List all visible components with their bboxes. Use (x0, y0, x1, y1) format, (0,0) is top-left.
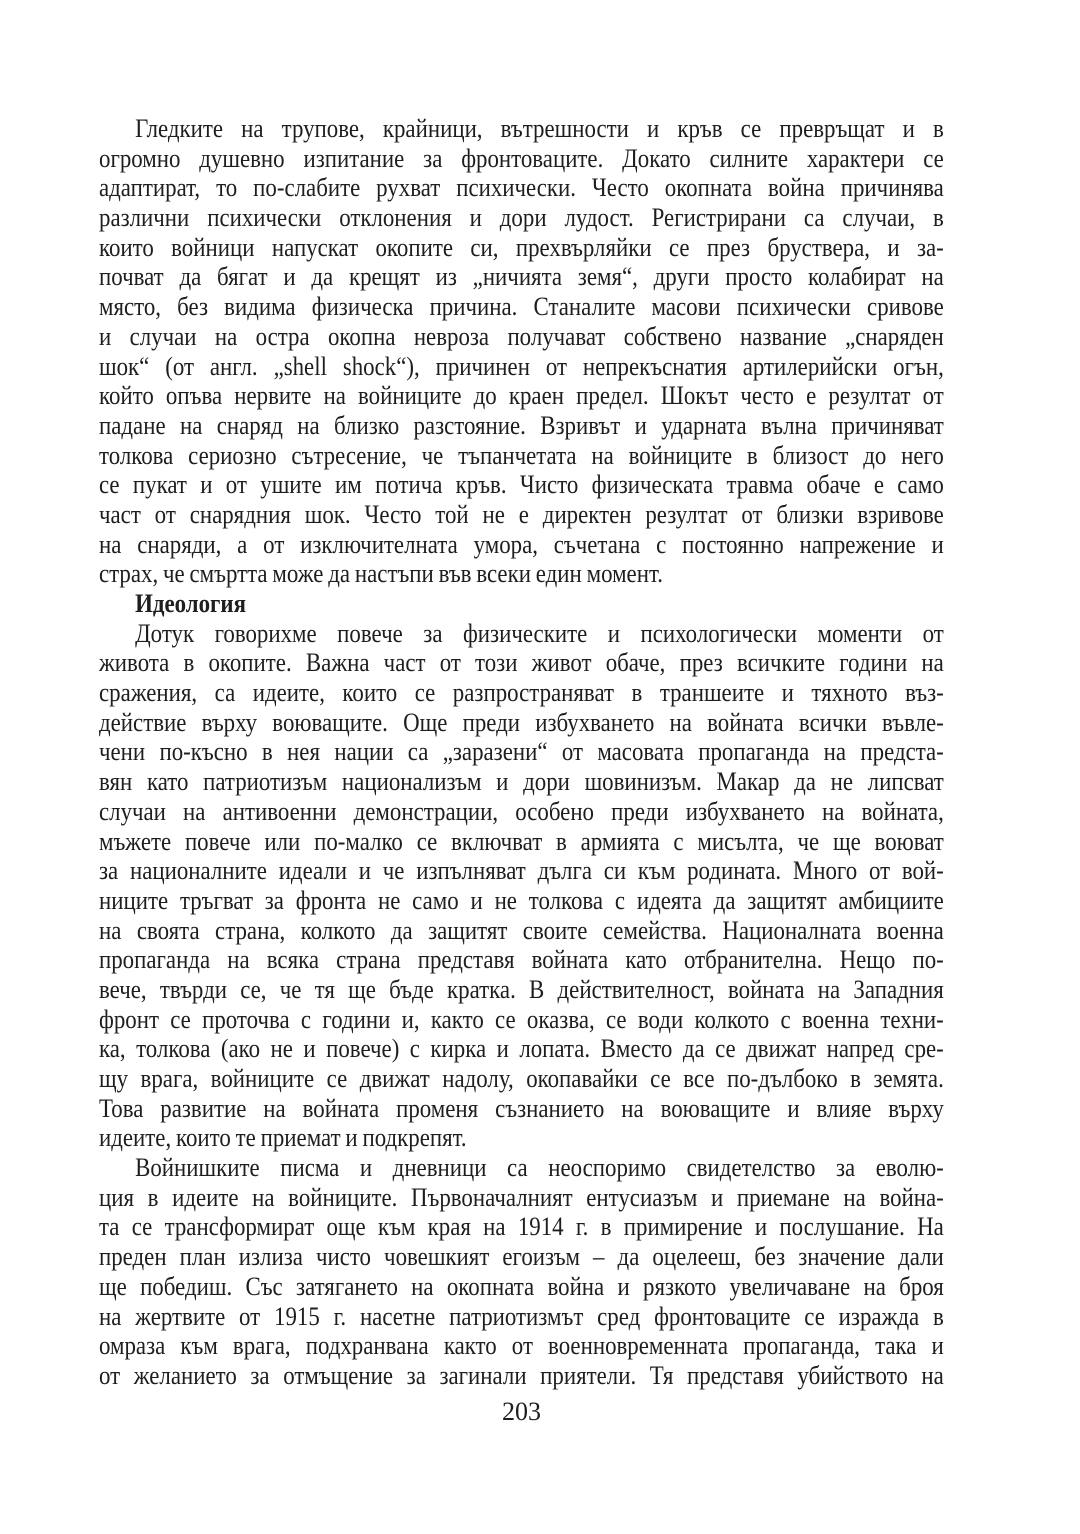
page-number: 203 (502, 1397, 541, 1426)
text-line: различни психически отклонения и дори лудост. Регистрирани са случаи, в (99, 203, 944, 233)
text-line: за националните идеали и че изпълняват дълга си към родината. Много от вой- (99, 856, 944, 886)
text-line: ция в идеите на войниците. Първоначалният ентусиазъм и приемане на война- (99, 1182, 944, 1212)
text-line: живота в окопите. Важна част от този живот обаче, през всичките години на (99, 648, 944, 678)
text-line: падане на снаряд на близко разстояние. Взривът и ударната вълна причиняват (99, 410, 944, 440)
text-line: сражения, са идеите, които се разпространяват в траншеите и тяхното въз- (99, 678, 944, 708)
text-line: който опъва нервите на войниците до краен предел. Шокът често е резултат от (99, 381, 944, 411)
text-line: се пукат и от ушите им потича кръв. Чисто физическата травма обаче е само (99, 470, 944, 500)
text-line: на своята страна, колкото да защитят своите семейства. Националната военна (99, 915, 944, 945)
text-line: вян като патриотизъм национализъм и дори шовинизъм. Макар да не липсват (99, 767, 944, 797)
text-line: та се трансформират още към края на 1914 г. в примирение и послушание. На (99, 1212, 944, 1242)
text-line: омраза към врага, подхранвана както от военновременната пропаганда, така и (99, 1331, 944, 1361)
text-line: адаптират, то по-слабите рухват психически. Често окопната война причинява (99, 173, 944, 203)
text-line: преден план излиза чисто човешкият егоизъм – да оцелееш, без значение дали (99, 1242, 944, 1272)
text-line: шок“ (от англ. „shell shock“), причинен от непрекъснатия артилерийски огън, (99, 351, 944, 381)
text-line: страх, че смъртта може да настъпи във всеки един момент. (99, 559, 663, 589)
text-line: на жертвите от 1915 г. насетне патриотизмът сред фронтоваците се изражда в (99, 1301, 944, 1331)
text-line: щу врага, войниците се движат надолу, окопавайки се все по-дълбоко в земята. (99, 1064, 944, 1093)
text-line: идеите, които те приемат и подкрепят. (99, 1123, 467, 1153)
text-line: фронт се проточва с години и, както се оказва, се води колкото с военна техни- (99, 1004, 944, 1034)
text-line: ка, толкова (ако не и повече) с кирка и лопата. Вместо да се движат напред сре- (99, 1034, 944, 1064)
page-text (99, 114, 944, 1391)
text-line: Дотук говорихме повече за физическите и психологически моменти от (135, 618, 944, 648)
text-line: част от снарядния шок. Често той не е директен резултат от близки взривове (99, 499, 944, 529)
section-heading: Идеология (135, 589, 246, 618)
text-line: от желанието за отмъщение за загинали приятели. Тя представя убийството на (99, 1360, 944, 1390)
text-line: огромно душевно изпитание за фронтоваците. Докато силните характери се (99, 143, 944, 173)
text-line: място, без видима физическа причина. Станалите масови психически сривове (99, 292, 944, 322)
text-line: Гледките на трупове, крайници, вътрешности и кръв се превръщат и в (135, 114, 944, 143)
text-line: случаи на антивоенни демонстрации, особено преди избухването на войната, (99, 796, 944, 826)
text-line: и случаи на остра окопна невроза получават собствено название „снаряден (99, 321, 944, 351)
text-line: чени по-късно в нея нации са „заразени“ от масовата пропаганда на предста- (99, 737, 944, 767)
text-line: ще победиш. Със затягането на окопната война и рязкото увеличаване на броя (99, 1271, 944, 1301)
text-line: на снаряди, а от изключителната умора, съчетана с постоянно напрежение и (99, 529, 944, 559)
text-line: вече, твърди се, че тя ще бъде кратка. В действителност, войната на Западния (99, 974, 944, 1004)
text-line: действие върху воюващите. Още преди избухването на войната всички въвле- (99, 707, 944, 737)
text-line: толкова сериозно сътресение, че тъпанчетата на войниците в близост до него (99, 440, 944, 470)
text-line: които войници напускат окопите си, прехвърляйки се през бруствера, и за- (99, 232, 944, 262)
text-line: ниците тръгват за фронта не само и не толкова с идеята да защитят амбициите (99, 885, 944, 915)
text-line: мъжете повече или по-малко се включват в армията с мисълта, че ще воюват (99, 826, 944, 856)
text-line: почват да бягат и да крещят из „ничията земя“, други просто колабират на (99, 262, 944, 292)
text-line: Това развитие на войната променя съзнанието на воюващите и влияе върху (99, 1093, 944, 1123)
text-line: пропаганда на всяка страна представя войната като отбранителна. Нещо по- (99, 945, 944, 975)
text-line: Войнишките писма и дневници са неоспоримо свидетелство за еволю- (135, 1153, 944, 1183)
